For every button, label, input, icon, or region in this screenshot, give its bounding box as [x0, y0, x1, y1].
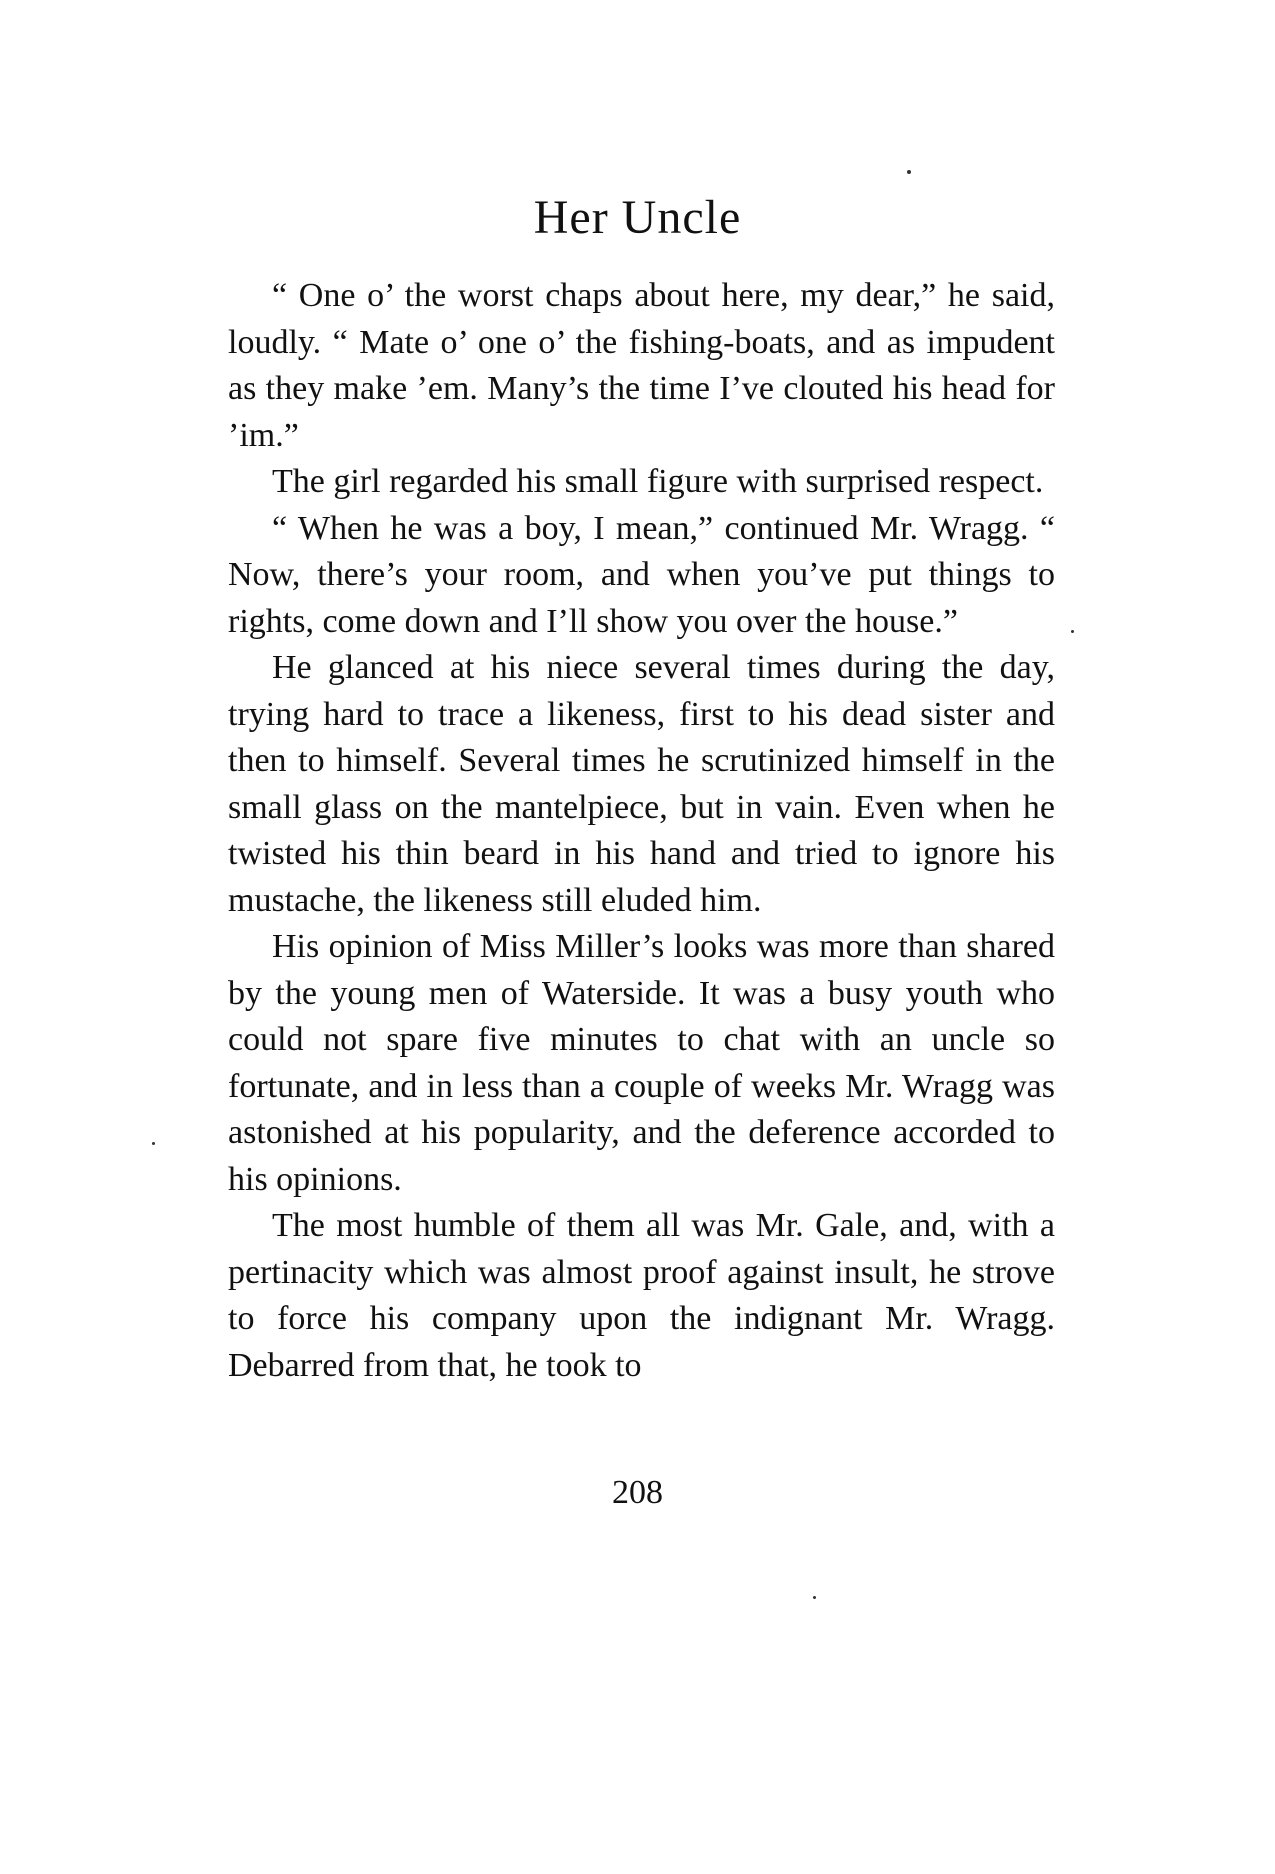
- paragraph-6: The most humble of them all was Mr. Gale, and, with a pertinacity which was almost proof against insult, he strove to force his company upon the indignant Mr. Wragg. Debarred from that, he took to: [228, 1207, 1055, 1384]
- page-body: [228, 273, 1055, 1389]
- scan-speck: [1071, 630, 1074, 633]
- paragraph-3: “ When he was a boy, I mean,” continued Mr. Wragg. “ Now, there’s your room, and when you’ve put things to rights, come down and I’ll show you over the house.”: [228, 509, 1055, 640]
- paragraph-2: The girl regarded his small figure with surprised respect.: [272, 463, 1044, 500]
- scan-speck: [907, 170, 911, 174]
- paragraph-1: “ One o’ the worst chaps about here, my dear,” he said, loudly. “ Mate o’ one o’ the fishing-boats, and as impudent as they make ’em. Many’s the time I’ve clouted his head for ’im.”: [228, 277, 1055, 454]
- scan-speck: [152, 1142, 155, 1145]
- paragraph-4: He glanced at his niece several times during the day, trying hard to trace a likeness, first to his dead sister and then to himself. Several times he scrutinized himself in the small glass on the mantelpiece, but in vain. Even when he twisted his thin beard in his hand and tried to ignore his mustache, the likeness still eluded him.: [228, 649, 1055, 919]
- running-title: Her Uncle: [533, 191, 742, 244]
- paragraph-5: His opinion of Miss Miller’s looks was more than shared by the young men of Waterside. It was a busy youth who could not spare five minutes to chat with an uncle so fortunate, and in less than a couple of weeks Mr. Wragg was astonished at his popularity, and the deference accorded to his opinions.: [228, 928, 1055, 1198]
- page-number: 208: [612, 1474, 663, 1511]
- scan-speck: [813, 1596, 816, 1599]
